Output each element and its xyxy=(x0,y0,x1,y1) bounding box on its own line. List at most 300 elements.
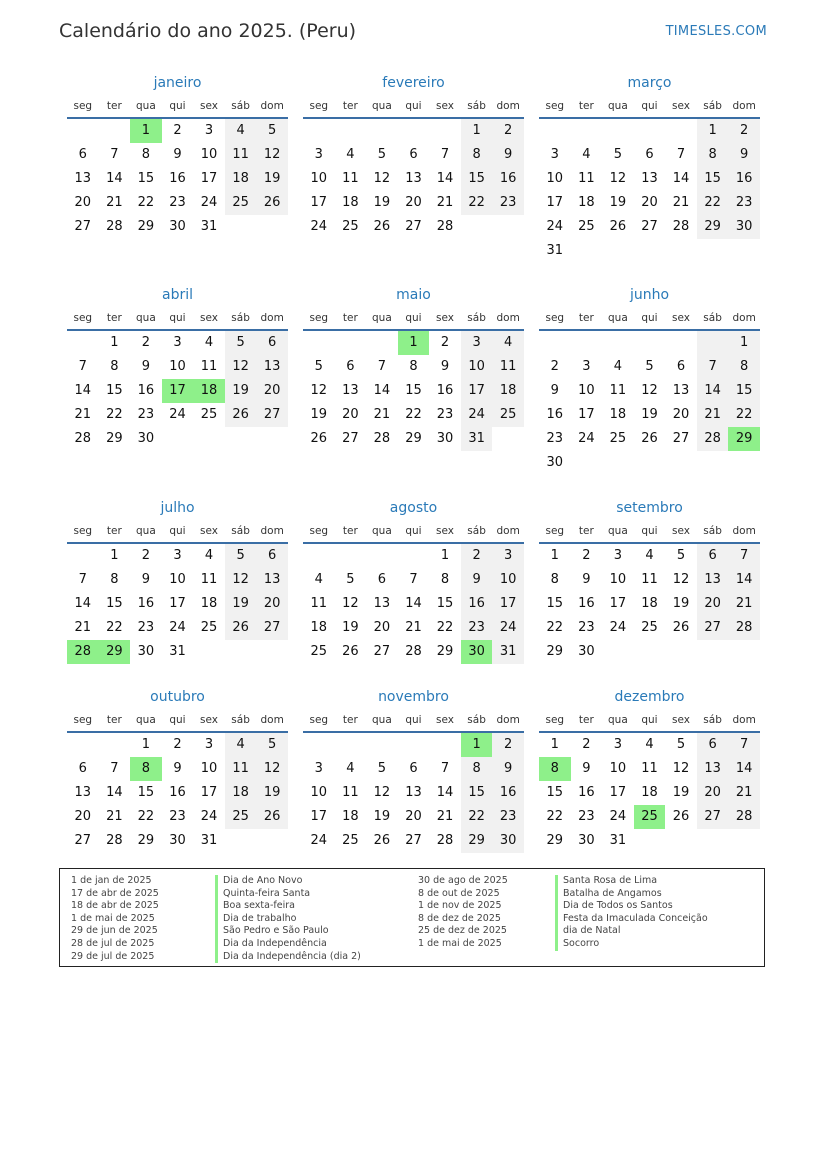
day-cell[interactable]: 3 xyxy=(314,761,323,776)
day-cell[interactable]: 6 xyxy=(377,572,387,587)
day-cell[interactable]: 5 xyxy=(225,544,257,568)
day-cell[interactable]: 31 xyxy=(169,644,186,659)
day-cell[interactable]: 8 xyxy=(461,757,493,781)
day-cell[interactable]: 5 xyxy=(676,737,686,752)
day-cell[interactable]: 13 xyxy=(405,785,422,800)
day-cell[interactable]: 21 xyxy=(436,195,454,210)
day-cell[interactable]: 25 xyxy=(609,431,627,446)
day-cell[interactable]: 14 xyxy=(697,379,729,403)
day-cell[interactable]: 7 xyxy=(676,147,686,162)
day-cell[interactable]: 7 xyxy=(409,572,418,587)
day-cell[interactable]: 28 xyxy=(436,833,454,848)
day-cell[interactable]: 1 xyxy=(550,737,559,752)
day-cell[interactable]: 10 xyxy=(609,572,627,587)
day-cell[interactable]: 4 xyxy=(225,119,257,143)
day-cell[interactable]: 23 xyxy=(578,809,595,824)
day-cell[interactable]: 4 xyxy=(492,331,524,355)
day-cell[interactable]: 1 xyxy=(728,331,760,355)
day-cell[interactable]: 23 xyxy=(492,191,524,215)
day-cell[interactable]: 14 xyxy=(672,171,690,186)
day-cell[interactable]: 29 xyxy=(436,644,454,659)
day-cell[interactable]: 1 xyxy=(697,119,729,143)
day-cell[interactable]: 22 xyxy=(137,809,155,824)
day-cell[interactable]: 16 xyxy=(436,383,454,398)
day-cell[interactable]: 17 xyxy=(546,195,564,210)
day-cell[interactable]: 31 xyxy=(546,243,564,258)
day-cell[interactable]: 20 xyxy=(405,195,422,210)
day-cell[interactable]: 11 xyxy=(641,572,658,587)
day-cell[interactable]: 24 xyxy=(578,431,595,446)
holiday-day-cell[interactable]: 1 xyxy=(398,331,430,355)
day-cell[interactable]: 5 xyxy=(225,331,257,355)
day-cell[interactable]: 12 xyxy=(373,171,391,186)
day-cell[interactable]: 11 xyxy=(578,171,595,186)
day-cell[interactable]: 15 xyxy=(461,781,493,805)
day-cell[interactable]: 27 xyxy=(405,219,422,234)
day-cell[interactable]: 28 xyxy=(74,431,92,446)
day-cell[interactable]: 2 xyxy=(582,737,591,752)
day-cell[interactable]: 17 xyxy=(310,195,328,210)
day-cell[interactable]: 1 xyxy=(461,119,493,143)
day-cell[interactable]: 20 xyxy=(405,809,422,824)
holiday-day-cell[interactable]: 1 xyxy=(461,733,493,757)
day-cell[interactable]: 22 xyxy=(546,809,564,824)
day-cell[interactable]: 14 xyxy=(106,785,123,800)
day-cell[interactable]: 2 xyxy=(582,548,591,563)
day-cell[interactable]: 14 xyxy=(436,785,454,800)
day-cell[interactable]: 30 xyxy=(578,644,595,659)
day-cell[interactable]: 20 xyxy=(74,195,92,210)
day-cell[interactable]: 24 xyxy=(169,620,186,635)
holiday-day-cell[interactable]: 18 xyxy=(193,379,225,403)
day-cell[interactable]: 12 xyxy=(672,761,690,776)
day-cell[interactable]: 3 xyxy=(173,548,182,563)
day-cell[interactable]: 16 xyxy=(492,167,524,191)
day-cell[interactable]: 21 xyxy=(436,809,454,824)
day-cell[interactable]: 11 xyxy=(492,355,524,379)
day-cell[interactable]: 3 xyxy=(613,737,623,752)
day-cell[interactable]: 18 xyxy=(342,195,359,210)
day-cell[interactable]: 30 xyxy=(728,215,760,239)
day-cell[interactable]: 12 xyxy=(342,596,359,611)
day-cell[interactable]: 20 xyxy=(641,195,658,210)
day-cell[interactable]: 23 xyxy=(137,620,155,635)
day-cell[interactable]: 24 xyxy=(609,620,627,635)
day-cell[interactable]: 13 xyxy=(256,568,288,592)
day-cell[interactable]: 24 xyxy=(200,195,218,210)
day-cell[interactable]: 1 xyxy=(110,335,119,350)
day-cell[interactable]: 21 xyxy=(106,809,123,824)
day-cell[interactable]: 15 xyxy=(728,379,760,403)
day-cell[interactable]: 5 xyxy=(613,147,623,162)
day-cell[interactable]: 4 xyxy=(204,335,214,350)
day-cell[interactable]: 21 xyxy=(728,781,760,805)
day-cell[interactable]: 1 xyxy=(440,548,450,563)
day-cell[interactable]: 7 xyxy=(728,733,760,757)
day-cell[interactable]: 23 xyxy=(137,407,155,422)
day-cell[interactable]: 4 xyxy=(314,572,323,587)
day-cell[interactable]: 13 xyxy=(697,568,729,592)
day-cell[interactable]: 14 xyxy=(728,757,760,781)
day-cell[interactable]: 22 xyxy=(436,620,454,635)
day-cell[interactable]: 21 xyxy=(672,195,690,210)
day-cell[interactable]: 19 xyxy=(256,781,288,805)
day-cell[interactable]: 25 xyxy=(641,620,658,635)
day-cell[interactable]: 11 xyxy=(609,383,627,398)
holiday-day-cell[interactable]: 29 xyxy=(728,427,760,451)
day-cell[interactable]: 12 xyxy=(609,171,627,186)
day-cell[interactable]: 25 xyxy=(492,403,524,427)
day-cell[interactable]: 29 xyxy=(461,829,493,853)
day-cell[interactable]: 20 xyxy=(672,407,690,422)
day-cell[interactable]: 19 xyxy=(609,195,627,210)
day-cell[interactable]: 16 xyxy=(169,785,186,800)
day-cell[interactable]: 11 xyxy=(200,359,218,374)
day-cell[interactable]: 27 xyxy=(373,644,391,659)
day-cell[interactable]: 19 xyxy=(225,592,257,616)
day-cell[interactable]: 14 xyxy=(106,171,123,186)
day-cell[interactable]: 4 xyxy=(613,359,623,374)
day-cell[interactable]: 25 xyxy=(225,191,257,215)
day-cell[interactable]: 11 xyxy=(225,143,257,167)
day-cell[interactable]: 14 xyxy=(405,596,422,611)
day-cell[interactable]: 14 xyxy=(436,171,454,186)
day-cell[interactable]: 19 xyxy=(225,379,257,403)
day-cell[interactable]: 18 xyxy=(225,781,257,805)
day-cell[interactable]: 6 xyxy=(346,359,355,374)
day-cell[interactable]: 15 xyxy=(405,383,422,398)
day-cell[interactable]: 15 xyxy=(436,596,454,611)
day-cell[interactable]: 21 xyxy=(74,620,92,635)
day-cell[interactable]: 29 xyxy=(106,431,123,446)
day-cell[interactable]: 2 xyxy=(440,335,450,350)
day-cell[interactable]: 4 xyxy=(582,147,591,162)
holiday-day-cell[interactable]: 30 xyxy=(461,640,493,664)
day-cell[interactable]: 2 xyxy=(492,119,524,143)
day-cell[interactable]: 16 xyxy=(492,781,524,805)
day-cell[interactable]: 30 xyxy=(137,431,155,446)
day-cell[interactable]: 20 xyxy=(373,620,391,635)
day-cell[interactable]: 18 xyxy=(342,809,359,824)
day-cell[interactable]: 31 xyxy=(609,833,627,848)
day-cell[interactable]: 9 xyxy=(173,147,182,162)
day-cell[interactable]: 7 xyxy=(78,572,87,587)
day-cell[interactable]: 11 xyxy=(310,596,328,611)
day-cell[interactable]: 11 xyxy=(641,761,658,776)
day-cell[interactable]: 23 xyxy=(436,407,454,422)
day-cell[interactable]: 10 xyxy=(461,355,493,379)
day-cell[interactable]: 6 xyxy=(256,544,288,568)
day-cell[interactable]: 24 xyxy=(169,407,186,422)
day-cell[interactable]: 11 xyxy=(342,171,359,186)
day-cell[interactable]: 22 xyxy=(546,620,564,635)
day-cell[interactable]: 26 xyxy=(672,620,690,635)
day-cell[interactable]: 21 xyxy=(405,620,422,635)
day-cell[interactable]: 20 xyxy=(256,379,288,403)
day-cell[interactable]: 3 xyxy=(314,147,323,162)
day-cell[interactable]: 27 xyxy=(405,833,422,848)
day-cell[interactable]: 21 xyxy=(106,195,123,210)
day-cell[interactable]: 7 xyxy=(110,147,119,162)
day-cell[interactable]: 7 xyxy=(377,359,387,374)
brand-link[interactable]: TIMESLES.COM xyxy=(665,24,767,39)
day-cell[interactable]: 8 xyxy=(550,572,559,587)
day-cell[interactable]: 17 xyxy=(461,379,493,403)
day-cell[interactable]: 24 xyxy=(461,403,493,427)
day-cell[interactable]: 29 xyxy=(405,431,422,446)
day-cell[interactable]: 10 xyxy=(200,147,218,162)
day-cell[interactable]: 9 xyxy=(582,761,591,776)
day-cell[interactable]: 10 xyxy=(169,359,186,374)
day-cell[interactable]: 9 xyxy=(550,383,559,398)
day-cell[interactable]: 23 xyxy=(578,620,595,635)
day-cell[interactable]: 5 xyxy=(256,119,288,143)
day-cell[interactable]: 3 xyxy=(582,359,591,374)
day-cell[interactable]: 31 xyxy=(200,833,218,848)
day-cell[interactable]: 31 xyxy=(461,427,493,451)
day-cell[interactable]: 7 xyxy=(440,147,450,162)
day-cell[interactable]: 5 xyxy=(377,761,387,776)
day-cell[interactable]: 15 xyxy=(546,596,564,611)
day-cell[interactable]: 20 xyxy=(697,592,729,616)
day-cell[interactable]: 2 xyxy=(461,544,493,568)
day-cell[interactable]: 23 xyxy=(461,616,493,640)
day-cell[interactable]: 9 xyxy=(440,359,450,374)
day-cell[interactable]: 10 xyxy=(578,383,595,398)
day-cell[interactable]: 16 xyxy=(461,592,493,616)
day-cell[interactable]: 25 xyxy=(200,620,218,635)
day-cell[interactable]: 28 xyxy=(373,431,391,446)
day-cell[interactable]: 23 xyxy=(546,431,564,446)
day-cell[interactable]: 24 xyxy=(200,809,218,824)
day-cell[interactable]: 18 xyxy=(225,167,257,191)
day-cell[interactable]: 21 xyxy=(697,403,729,427)
day-cell[interactable]: 9 xyxy=(173,761,182,776)
day-cell[interactable]: 3 xyxy=(492,544,524,568)
day-cell[interactable]: 4 xyxy=(346,147,355,162)
day-cell[interactable]: 17 xyxy=(609,596,627,611)
day-cell[interactable]: 26 xyxy=(373,833,391,848)
day-cell[interactable]: 22 xyxy=(697,191,729,215)
day-cell[interactable]: 15 xyxy=(137,171,155,186)
day-cell[interactable]: 2 xyxy=(141,548,151,563)
day-cell[interactable]: 2 xyxy=(173,737,182,752)
day-cell[interactable]: 27 xyxy=(74,219,92,234)
day-cell[interactable]: 1 xyxy=(550,548,559,563)
day-cell[interactable]: 10 xyxy=(169,572,186,587)
holiday-day-cell[interactable]: 28 xyxy=(67,640,99,664)
day-cell[interactable]: 5 xyxy=(346,572,355,587)
day-cell[interactable]: 16 xyxy=(578,785,595,800)
day-cell[interactable]: 8 xyxy=(409,359,418,374)
day-cell[interactable]: 14 xyxy=(74,596,92,611)
day-cell[interactable]: 8 xyxy=(697,143,729,167)
day-cell[interactable]: 28 xyxy=(405,644,422,659)
day-cell[interactable]: 12 xyxy=(373,785,391,800)
day-cell[interactable]: 23 xyxy=(169,195,186,210)
day-cell[interactable]: 13 xyxy=(405,171,422,186)
day-cell[interactable]: 17 xyxy=(609,785,627,800)
day-cell[interactable]: 4 xyxy=(645,737,654,752)
day-cell[interactable]: 20 xyxy=(256,592,288,616)
day-cell[interactable]: 1 xyxy=(110,548,119,563)
day-cell[interactable]: 5 xyxy=(256,733,288,757)
day-cell[interactable]: 19 xyxy=(373,195,391,210)
day-cell[interactable]: 15 xyxy=(546,785,564,800)
day-cell[interactable]: 11 xyxy=(225,757,257,781)
day-cell[interactable]: 7 xyxy=(110,761,119,776)
day-cell[interactable]: 23 xyxy=(169,809,186,824)
day-cell[interactable]: 12 xyxy=(256,757,288,781)
day-cell[interactable]: 13 xyxy=(256,355,288,379)
day-cell[interactable]: 3 xyxy=(204,737,214,752)
day-cell[interactable]: 29 xyxy=(546,644,564,659)
day-cell[interactable]: 26 xyxy=(256,805,288,829)
day-cell[interactable]: 12 xyxy=(256,143,288,167)
day-cell[interactable]: 30 xyxy=(169,219,186,234)
day-cell[interactable]: 31 xyxy=(492,640,524,664)
holiday-day-cell[interactable]: 1 xyxy=(130,119,162,143)
day-cell[interactable]: 22 xyxy=(106,407,123,422)
day-cell[interactable]: 18 xyxy=(200,596,218,611)
day-cell[interactable]: 12 xyxy=(672,572,690,587)
day-cell[interactable]: 5 xyxy=(314,359,323,374)
day-cell[interactable]: 17 xyxy=(310,809,328,824)
day-cell[interactable]: 9 xyxy=(461,568,493,592)
day-cell[interactable]: 3 xyxy=(550,147,559,162)
day-cell[interactable]: 19 xyxy=(672,596,690,611)
day-cell[interactable]: 17 xyxy=(200,785,218,800)
day-cell[interactable]: 26 xyxy=(672,809,690,824)
day-cell[interactable]: 26 xyxy=(641,431,658,446)
day-cell[interactable]: 22 xyxy=(137,195,155,210)
day-cell[interactable]: 30 xyxy=(436,431,454,446)
day-cell[interactable]: 1 xyxy=(141,737,151,752)
day-cell[interactable]: 22 xyxy=(728,403,760,427)
holiday-day-cell[interactable]: 8 xyxy=(539,757,571,781)
day-cell[interactable]: 9 xyxy=(728,143,760,167)
day-cell[interactable]: 13 xyxy=(74,785,92,800)
day-cell[interactable]: 26 xyxy=(256,191,288,215)
day-cell[interactable]: 25 xyxy=(342,219,359,234)
day-cell[interactable]: 16 xyxy=(137,383,155,398)
day-cell[interactable]: 20 xyxy=(697,781,729,805)
day-cell[interactable]: 15 xyxy=(697,167,729,191)
day-cell[interactable]: 10 xyxy=(200,761,218,776)
day-cell[interactable]: 21 xyxy=(373,407,391,422)
day-cell[interactable]: 6 xyxy=(409,147,418,162)
day-cell[interactable]: 25 xyxy=(342,833,359,848)
day-cell[interactable]: 25 xyxy=(225,805,257,829)
day-cell[interactable]: 27 xyxy=(672,431,690,446)
day-cell[interactable]: 31 xyxy=(200,219,218,234)
day-cell[interactable]: 18 xyxy=(641,785,658,800)
day-cell[interactable]: 2 xyxy=(492,733,524,757)
day-cell[interactable]: 15 xyxy=(106,596,123,611)
day-cell[interactable]: 6 xyxy=(697,733,729,757)
day-cell[interactable]: 17 xyxy=(200,171,218,186)
day-cell[interactable]: 5 xyxy=(377,147,387,162)
day-cell[interactable]: 22 xyxy=(405,407,422,422)
day-cell[interactable]: 15 xyxy=(461,167,493,191)
day-cell[interactable]: 17 xyxy=(169,596,186,611)
day-cell[interactable]: 8 xyxy=(141,147,151,162)
day-cell[interactable]: 17 xyxy=(492,592,524,616)
day-cell[interactable]: 13 xyxy=(641,171,658,186)
day-cell[interactable]: 4 xyxy=(204,548,214,563)
day-cell[interactable]: 12 xyxy=(310,383,328,398)
day-cell[interactable]: 18 xyxy=(578,195,595,210)
day-cell[interactable]: 8 xyxy=(728,355,760,379)
day-cell[interactable]: 28 xyxy=(106,833,123,848)
day-cell[interactable]: 15 xyxy=(106,383,123,398)
day-cell[interactable]: 18 xyxy=(492,379,524,403)
day-cell[interactable]: 6 xyxy=(645,147,654,162)
day-cell[interactable]: 6 xyxy=(409,761,418,776)
day-cell[interactable]: 8 xyxy=(440,572,450,587)
day-cell[interactable]: 16 xyxy=(169,171,186,186)
day-cell[interactable]: 28 xyxy=(728,616,760,640)
day-cell[interactable]: 16 xyxy=(578,596,595,611)
holiday-day-cell[interactable]: 25 xyxy=(634,805,666,829)
day-cell[interactable]: 12 xyxy=(225,355,257,379)
day-cell[interactable]: 7 xyxy=(697,355,729,379)
day-cell[interactable]: 8 xyxy=(110,359,119,374)
day-cell[interactable]: 19 xyxy=(672,785,690,800)
day-cell[interactable]: 12 xyxy=(641,383,658,398)
day-cell[interactable]: 26 xyxy=(225,403,257,427)
day-cell[interactable]: 28 xyxy=(436,219,454,234)
day-cell[interactable]: 27 xyxy=(697,616,729,640)
day-cell[interactable]: 10 xyxy=(546,171,564,186)
day-cell[interactable]: 20 xyxy=(342,407,359,422)
day-cell[interactable]: 29 xyxy=(546,833,564,848)
day-cell[interactable]: 24 xyxy=(546,219,564,234)
day-cell[interactable]: 10 xyxy=(310,785,328,800)
day-cell[interactable]: 19 xyxy=(373,809,391,824)
day-cell[interactable]: 6 xyxy=(697,544,729,568)
day-cell[interactable]: 30 xyxy=(492,829,524,853)
day-cell[interactable]: 29 xyxy=(137,219,155,234)
day-cell[interactable]: 18 xyxy=(310,620,328,635)
day-cell[interactable]: 25 xyxy=(310,644,328,659)
day-cell[interactable]: 30 xyxy=(137,644,155,659)
day-cell[interactable]: 8 xyxy=(461,143,493,167)
day-cell[interactable]: 2 xyxy=(728,119,760,143)
day-cell[interactable]: 26 xyxy=(609,219,627,234)
day-cell[interactable]: 9 xyxy=(141,359,151,374)
day-cell[interactable]: 12 xyxy=(225,568,257,592)
day-cell[interactable]: 13 xyxy=(697,757,729,781)
day-cell[interactable]: 6 xyxy=(676,359,686,374)
day-cell[interactable]: 26 xyxy=(342,644,359,659)
day-cell[interactable]: 7 xyxy=(78,359,87,374)
day-cell[interactable]: 29 xyxy=(137,833,155,848)
day-cell[interactable]: 29 xyxy=(697,215,729,239)
holiday-day-cell[interactable]: 8 xyxy=(130,757,162,781)
day-cell[interactable]: 8 xyxy=(110,572,119,587)
day-cell[interactable]: 27 xyxy=(342,431,359,446)
day-cell[interactable]: 22 xyxy=(106,620,123,635)
day-cell[interactable]: 4 xyxy=(346,761,355,776)
day-cell[interactable]: 23 xyxy=(492,805,524,829)
day-cell[interactable]: 27 xyxy=(697,805,729,829)
day-cell[interactable]: 9 xyxy=(492,143,524,167)
day-cell[interactable]: 28 xyxy=(728,805,760,829)
day-cell[interactable]: 30 xyxy=(169,833,186,848)
day-cell[interactable]: 4 xyxy=(225,733,257,757)
day-cell[interactable]: 2 xyxy=(173,123,182,138)
